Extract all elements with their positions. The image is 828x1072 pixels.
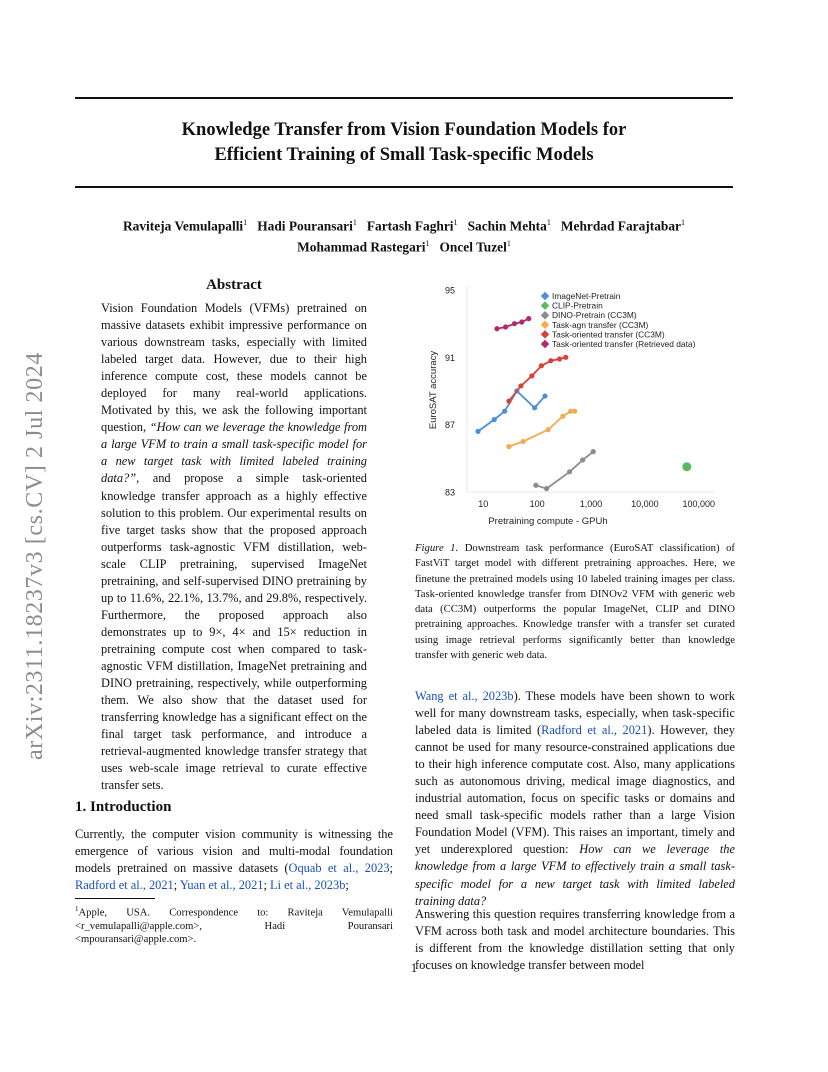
author-name: Fartash Faghri <box>366 218 454 234</box>
citation-link[interactable]: Yuan et al., 2021 <box>179 878 264 893</box>
x-tick-label: 100,000 <box>682 499 716 509</box>
data-point <box>539 363 544 368</box>
data-point <box>560 414 565 419</box>
footnote-number: 1 <box>75 905 79 913</box>
x-tick-label: 100 <box>529 499 545 509</box>
citation-link[interactable]: Radford et al., 2021 <box>541 723 648 738</box>
data-point <box>532 405 537 410</box>
y-tick-label: 91 <box>444 352 455 363</box>
abstract-heading: Abstract <box>206 277 262 293</box>
data-point <box>519 319 524 324</box>
abstract-body <box>101 300 367 794</box>
author-name: Sachin Mehta <box>467 218 547 234</box>
x-tick-label: 10,000 <box>631 499 659 509</box>
author-name: Mehrdad Farajtabar <box>560 218 681 234</box>
author-line-1 <box>75 214 733 235</box>
author-name: Oncel Tuzel <box>439 239 507 255</box>
data-point <box>557 356 562 361</box>
right-column-paragraph-2: Answering this question requires transferring knowledge from a VFM across both task and model architecture boundaries. This is different from the knowledge distillation setting that only focuses on knowledge transfer between model <box>415 907 735 973</box>
paper-title <box>75 118 733 168</box>
right-column-paragraph <box>415 688 735 910</box>
introduction-body: Currently, the computer vision community is witnessing the emergence of various vision and multi-modal foundation models pretrained on massive datasets (Oquab et al., 2023; Radford et al., 2021; Yuan et al., 2021; Li et al., 2023b; <box>75 827 393 893</box>
affiliation-mark: 1 <box>352 218 357 227</box>
legend-marker <box>541 292 549 300</box>
data-point <box>533 483 538 488</box>
data-point <box>526 316 531 321</box>
title-line-1: Knowledge Transfer from Vision Foundation Models for <box>181 120 627 140</box>
legend-label: ImageNet-Pretrain <box>552 291 621 301</box>
data-point <box>494 326 499 331</box>
data-point <box>591 449 596 454</box>
data-point <box>521 439 526 444</box>
legend-marker <box>541 330 549 338</box>
author-name: Raviteja Vemulapalli <box>123 218 244 234</box>
data-point <box>542 393 547 398</box>
data-point <box>580 457 585 462</box>
y-tick-label: 87 <box>444 420 455 431</box>
chart-svg <box>415 270 735 532</box>
data-point <box>682 462 691 471</box>
legend-label: Task-agn transfer (CC3M) <box>552 319 649 330</box>
figure-caption-text: Downstream task performance (EuroSAT classification) of FastViT target model with different pretraining approaches. Here, we finetune the pretrained models using 10 labeled training images per class. Task-oriented knowledge transfer from DINOv2 VFM with generic web data (CC3M) outperforms the popular ImageNet, CLIP and DINO pretraining approaches. Knowledge transfer with a transfer set curated using image retrieval performs significantly better than knowledge transfer with generic web data. <box>415 542 735 662</box>
data-point <box>506 399 511 404</box>
page-number: 1 <box>410 961 418 975</box>
legend-marker <box>541 321 549 329</box>
title-bottom-rule <box>75 186 733 188</box>
x-axis-label: Pretraining compute - GPUh <box>488 516 608 527</box>
affiliation-mark: 1 <box>453 218 458 227</box>
affiliation-mark: 1 <box>680 218 685 227</box>
abstract-text-part2: , and propose a simple task-oriented knowledge transfer approach as a highly effective solution to this problem. Our experimental results on five target tasks show that the proposed approach outperforms task-agnostic VFM distillation, web-scale CLIP pretraining, supervised ImageNet pretraining, and self-supervised DINO pretraining by up to 11.6%, 22.1%, 13.7%, and 29.8%, respectively. Furthermore, the proposed approach also demonstrates up to 9×, 4× and 15× reduction in pretraining compute cost when compared to task-agnostic VFM distillation, ImageNet pretraining and DINO pretraining, respectively, while outperforming them. We also show that the dataset used for transferring knowledge has a significant effect on the final target task performance, and introduce a retrieval-augmented knowledge transfer strategy that uses web-scale image retrieval to curate effective transfer sets. <box>101 471 367 793</box>
y-axis-label: EuroSAT accuracy <box>428 350 439 430</box>
legend-label: CLIP-Pretrain <box>552 300 603 311</box>
data-point <box>548 358 553 363</box>
y-tick-label: 83 <box>444 487 455 498</box>
data-point <box>518 383 523 388</box>
legend-label: Task-oriented transfer (Retrieved data) <box>552 339 696 349</box>
top-rule <box>75 97 733 99</box>
data-point <box>567 469 572 474</box>
legend-marker <box>541 301 549 309</box>
intro-text: Currently, the computer vision community is witnessing the emergence of various vision and multi-modal foundation models pretrained on massive datasets ( <box>75 827 393 876</box>
figure-caption <box>415 541 735 663</box>
author-list <box>75 214 733 257</box>
data-point <box>492 417 497 422</box>
footnote-rule <box>75 898 155 899</box>
affiliation-mark: 1 <box>506 239 511 249</box>
abstract-text-part1: Vision Foundation Models (VFMs) pretrained on massive datasets exhibit impressive performance on various downstream tasks, especially with limited labeled target data. However, due to their high inference compute cost, these models cannot be deployed for many real-world applications. Motivated by this, we ask the following important question, <box>101 301 367 435</box>
series-line <box>536 452 593 489</box>
figure-label: Figure 1. <box>415 542 459 554</box>
section-heading-introduction: 1. Introduction <box>75 799 172 815</box>
series-3 <box>506 409 577 450</box>
data-point <box>563 355 568 360</box>
series-line <box>509 357 566 401</box>
citation-link[interactable]: Li et al., 2023b <box>270 878 346 893</box>
affiliation-mark: 1 <box>243 218 248 227</box>
legend-marker <box>541 340 549 348</box>
data-point <box>544 486 549 491</box>
y-tick-label: 95 <box>444 285 455 296</box>
right-text-part1: ). These models have been shown to work well for many downstream tasks, especially, when task-specific labeled data is limited ( <box>415 689 735 738</box>
citation-link[interactable]: Oquab et al., 2023 <box>288 861 390 876</box>
affiliation-mark: 1 <box>425 239 430 249</box>
data-point <box>503 324 508 329</box>
right-text-part2: ). However, they cannot be used for many resource-constrained applications due to their high inference computate cost. Also, many applications such as autonomous driving, medical image diagnostics, and industrial automation, focus on specific tasks or domains and need small task-specific models rather than a large Vision Foundation Model (VFM). This raises an important, timely and yet underexplored question: <box>415 723 736 857</box>
series-2 <box>533 449 596 491</box>
footnote <box>75 903 393 946</box>
chart-legend <box>541 291 696 349</box>
affiliation-mark: 1 <box>546 218 551 227</box>
series-5 <box>494 316 531 331</box>
x-tick-label: 1,000 <box>579 499 603 509</box>
data-point <box>529 373 534 378</box>
citation-link[interactable]: Radford et al., 2021 <box>75 878 174 893</box>
author-name: Hadi Pouransari <box>257 218 353 234</box>
title-line-2: Efficient Training of Small Task-specific Models <box>214 145 594 165</box>
arxiv-watermark: arXiv:2311.18237v3 [cs.CV] 2 Jul 2024 <box>22 352 48 760</box>
legend-marker <box>541 311 549 319</box>
data-point <box>502 409 507 414</box>
series-1 <box>682 462 691 471</box>
citation-link[interactable]: Wang et al., 2023b <box>415 689 514 703</box>
data-point <box>512 321 517 326</box>
author-name: Mohammad Rastegari <box>297 239 426 255</box>
research-question: How can we leverage the knowledge from a large VFM to effectively train a small task-specific model for a new target task with limited labeled training data? <box>415 842 735 908</box>
series-4 <box>506 355 568 404</box>
data-point <box>506 444 511 449</box>
legend-label: DINO-Pretrain (CC3M) <box>552 310 637 321</box>
figure-1-chart <box>415 270 735 532</box>
data-point <box>572 409 577 414</box>
legend-label: Task-oriented transfer (CC3M) <box>552 329 665 340</box>
author-line-2 <box>75 235 733 256</box>
series-0 <box>475 388 547 434</box>
x-tick-label: 10 <box>478 499 489 509</box>
data-point <box>475 429 480 434</box>
data-point <box>546 427 551 432</box>
footnote-text: Apple, USA. Correspondence to: Raviteja Vemulapalli <r_vemulapalli@apple.com>, Hadi Pouransari <mpouransari@apple.com>. <box>75 907 393 945</box>
abstract-question: “How can we leverage the knowledge from a large VFM to train a small task-specific model for a new target task with limited labeled training data?” <box>101 420 368 486</box>
